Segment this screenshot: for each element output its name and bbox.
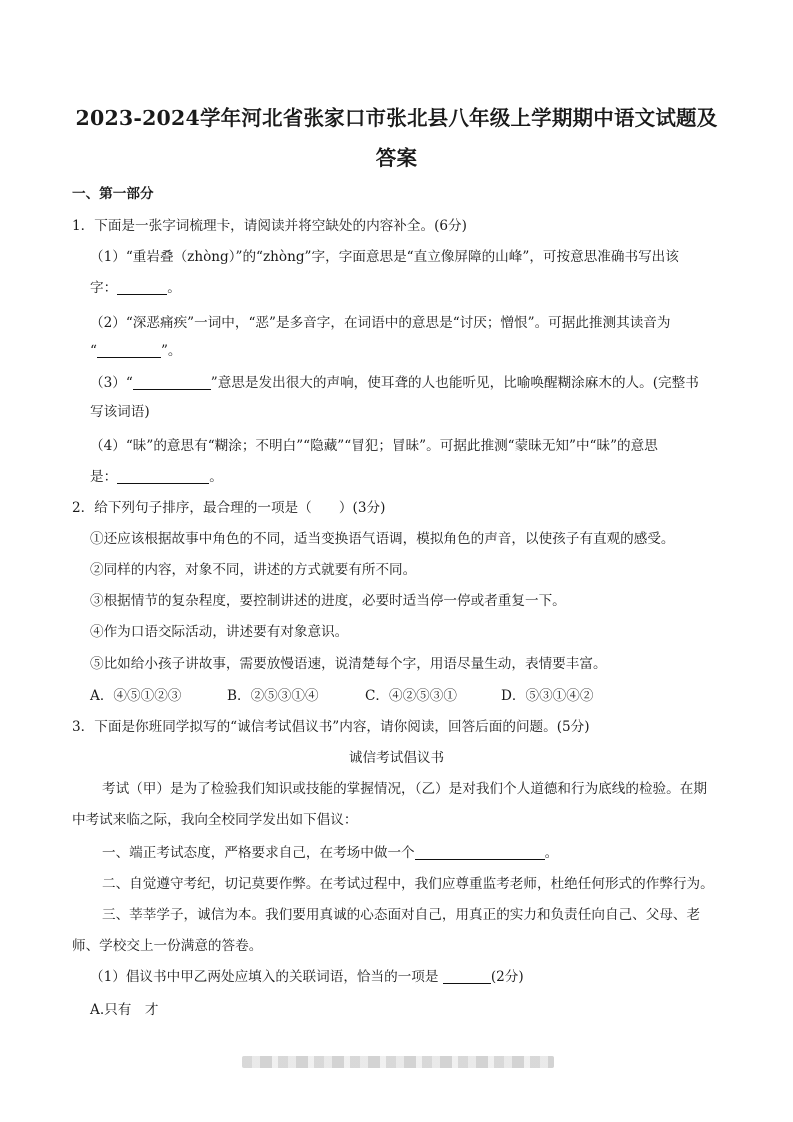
answer-prefix: 是： <box>90 469 118 485</box>
answer-blank[interactable] <box>97 343 161 358</box>
document-title-line2: 答案 <box>375 146 418 170</box>
proposal-item-3: 三、莘莘学子，诚信为本。我们要用真诚的心态面对自己，用真正的实力和负责任向自己、父母、老 <box>102 907 701 923</box>
proposal-title: 诚信考试倡议书 <box>348 750 445 766</box>
proposal-item-2: 二、自觉遵守考纪，切记莫要作弊。在考试过程中，我们应尊重监考老师，杜绝任何形式的作弊行为。 <box>102 876 714 892</box>
sentence-3: ③根据情节的复杂程度，要控制讲述的进度，必要时适当停一停或者重复一下。 <box>90 593 566 609</box>
sentence-4: ④作为口语交际活动，讲述要有对象意识。 <box>90 624 349 640</box>
answer-prefix: 字： <box>90 280 118 296</box>
answer-blank[interactable] <box>117 280 167 295</box>
proposal-paragraph-1: 考试（甲）是为了检验我们知识或技能的掌握情况，（乙）是对我们个人道德和行为底线的检验。在期 <box>102 781 707 797</box>
answer-prefix: “ <box>90 343 97 359</box>
proposal-item-1 <box>102 843 558 863</box>
question-2-stem: 2．给下列句子排序，最合理的一项是（ ）(3分) <box>72 500 386 516</box>
option-d[interactable]: D．⑤③①④② <box>501 688 594 704</box>
answer-blank[interactable] <box>117 469 209 484</box>
option-b[interactable]: B．②⑤③①④ <box>227 688 319 704</box>
question-1-part-3 <box>90 373 699 393</box>
question-3-option-a[interactable]: A.只有 才 <box>90 1002 159 1018</box>
proposal-paragraph-1-cont: 中考试来临之际，我向全校同学发出如下倡议： <box>72 812 358 828</box>
sentence-1: ①还应该根据故事中角色的不同，适当变换语气语调，模拟角色的声音，以使孩子有直观的感受。 <box>90 531 675 547</box>
sub-question-text: （1）倡议书中甲乙两处应填入的关联词语，恰当的一项是 <box>90 969 439 985</box>
document-title-line1: 2023-2024学年河北省张家口市张北县八年级上学期期中语文试题及 <box>75 106 718 130</box>
question-1-part-1-answer <box>90 278 181 298</box>
answer-suffix: ”。 <box>160 343 182 359</box>
answer-suffix: 。 <box>209 469 223 485</box>
answer-blank[interactable] <box>443 969 491 984</box>
answer-suffix: 。 <box>167 280 181 296</box>
question-prefix: （3）“ <box>90 375 133 391</box>
question-1-part-4-answer <box>90 467 223 487</box>
question-1-stem: 1．下面是一张字词梳理卡，请阅读并将空缺处的内容补全。(6分) <box>72 218 467 234</box>
sentence-5: ⑤比如给小孩子讲故事，需要放慢语速，说清楚每个字，用语尽量生动，表情要丰富。 <box>90 656 607 672</box>
question-1-part-4: （4）“昧”的意思有“糊涂；不明白”“隐藏”“冒犯；冒昧”。可据此推测“蒙昧无知”中“昧”的意思 <box>90 438 658 454</box>
option-a[interactable]: A．④⑤①②③ <box>90 688 182 704</box>
option-c[interactable]: C．④②⑤③① <box>365 688 457 704</box>
question-3-sub-1 <box>90 967 524 987</box>
proposal-item-3-cont: 师、学校交上一份满意的答卷。 <box>72 938 263 954</box>
question-1-part-2: （2）“深恶痛疾”一词中，“恶”是多音字，在词语中的意思是“讨厌；憎恨”。可据此推测其读音为 <box>90 315 671 331</box>
blurred-footer-watermark <box>242 1056 554 1068</box>
item-suffix: 。 <box>544 845 559 861</box>
section-heading: 一、第一部分 <box>72 186 154 202</box>
question-1-part-2-answer <box>90 341 182 361</box>
sentence-2: ②同样的内容，对象不同，讲述的方式就要有所不同。 <box>90 562 417 578</box>
answer-blank[interactable] <box>133 375 211 390</box>
item-text: 一、端正考试态度，严格要求自己，在考场中做一个 <box>102 845 415 861</box>
question-1-part-3-cont: 写该词语) <box>90 404 150 420</box>
question-1-part-1: （1）“重岩叠（zhòng）”的“zhòng”字，字面意思是“直立像屏障的山峰”，可按意思准确书写出该 <box>90 249 679 265</box>
question-suffix: ”意思是发出很大的声响，使耳聋的人也能听见，比喻唤醒糊涂麻木的人。(完整书 <box>210 375 699 391</box>
answer-blank[interactable] <box>415 845 545 860</box>
sub-question-points: (2分) <box>490 969 524 985</box>
question-2-options <box>90 686 593 706</box>
question-3-stem: 3．下面是你班同学拟写的“诚信考试倡议书”内容，请你阅读，回答后面的问题。(5分) <box>72 719 590 735</box>
